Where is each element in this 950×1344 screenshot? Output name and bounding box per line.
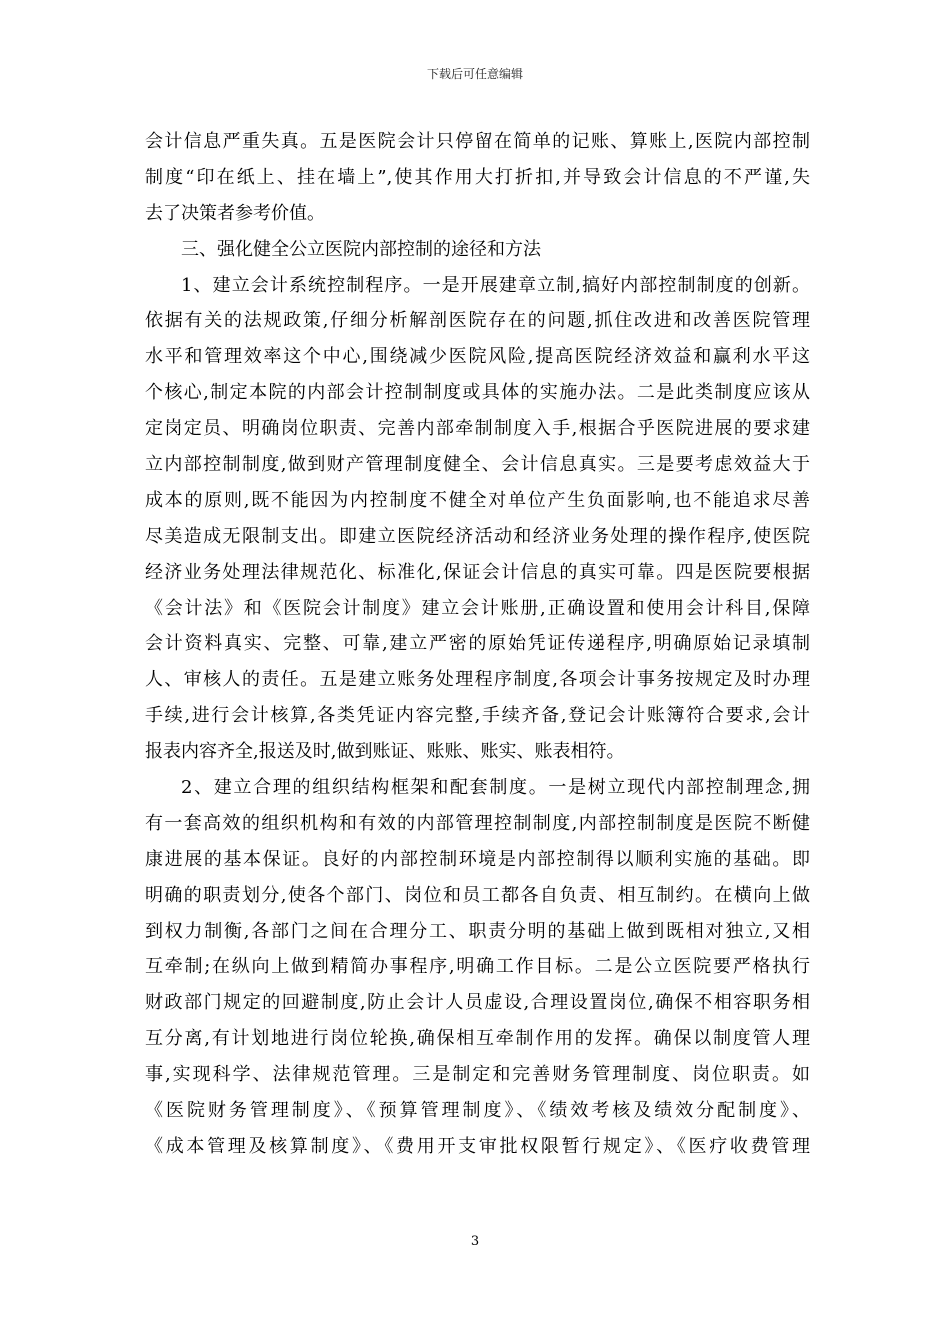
text-line: 立内部控制制度,做到财产管理制度健全、会计信息真实。三是要考虑效益大于 xyxy=(145,454,810,476)
text-line: 人、审核人的责任。五是建立账务处理程序制度,各项会计事务按规定及时办理 xyxy=(145,669,810,691)
text-line: 1、建立会计系统控制程序。一是开展建章立制,搞好内部控制制度的创新。 xyxy=(181,274,810,296)
section-heading: 三、强化健全公立医院内部控制的途径和方法 xyxy=(181,238,541,260)
text-line: 互分离,有计划地进行岗位轮换,确保相互牵制作用的发挥。确保以制度管人理 xyxy=(145,1028,810,1050)
text-line: 水平和管理效率这个中心,围绕减少医院风险,提高医院经济效益和赢利水平这 xyxy=(145,346,810,368)
text-line: 互牵制;在纵向上做到精简办事程序,明确工作目标。二是公立医院要严格执行 xyxy=(145,956,810,978)
text-line: 2、建立合理的组织结构框架和配套制度。一是树立现代内部控制理念,拥 xyxy=(181,777,810,799)
text-line: 定岗定员、明确岗位职责、完善内部牵制制度入手,根据合乎医院进展的要求建 xyxy=(145,418,810,440)
text-line: 经济业务处理法律规范化、标准化,保证会计信息的真实可靠。四是医院要根据 xyxy=(145,561,810,583)
text-line: 财政部门规定的回避制度,防止会计人员虚设,合理设置岗位,确保不相容职务相 xyxy=(145,992,810,1014)
text-line: 《医院财务管理制度》、《预算管理制度》、《绩效考核及绩效分配制度》、 xyxy=(145,1100,810,1122)
text-line: 事,实现科学、法律规范管理。三是制定和完善财务管理制度、岗位职责。如 xyxy=(145,1064,810,1086)
text-line: 成本的原则,既不能因为内控制度不健全对单位产生负面影响,也不能追求尽善 xyxy=(145,489,810,511)
text-line: 制度“印在纸上、挂在墙上”,使其作用大打折扣,并导致会计信息的不严谨,失 xyxy=(145,166,810,188)
text-line: 康进展的基本保证。良好的内部控制环境是内部控制得以顺利实施的基础。即 xyxy=(145,848,810,870)
text-line: 个核心,制定本院的内部会计控制制度或具体的实施办法。二是此类制度应该从 xyxy=(145,382,810,404)
page-number: 3 xyxy=(470,1234,480,1249)
text-line: 《会计法》和《医院会计制度》建立会计账册,正确设置和使用会计科目,保障 xyxy=(145,597,810,619)
text-line: 《成本管理及核算制度》、《费用开支审批权限暂行规定》、《医疗收费管理 xyxy=(145,1135,810,1157)
text-line: 会计信息严重失真。五是医院会计只停留在简单的记账、算账上,医院内部控制 xyxy=(145,131,810,152)
text-line: 手续,进行会计核算,各类凭证内容完整,手续齐备,登记会计账簿符合要求,会计 xyxy=(145,705,810,727)
text-line: 明确的职责划分,使各个部门、岗位和员工都各自负责、相互制约。在横向上做 xyxy=(145,884,810,906)
text-line: 去了决策者参考价值。 xyxy=(145,202,325,224)
page-header: 下载后可任意编辑 xyxy=(426,67,523,81)
text-line: 报表内容齐全,报送及时,做到账证、账账、账实、账表相符。 xyxy=(145,741,625,763)
text-line: 依据有关的法规政策,仔细分析解剖医院存在的问题,抓住改进和改善医院管理 xyxy=(145,310,810,332)
text-line: 尽美造成无限制支出。即建立医院经济活动和经济业务处理的操作程序,使医院 xyxy=(145,525,810,547)
text-line: 有一套高效的组织机构和有效的内部管理控制制度,内部控制制度是医院不断健 xyxy=(145,812,810,834)
text-line: 到权力制衡,各部门之间在合理分工、职责分明的基础上做到既相对独立,又相 xyxy=(145,920,810,942)
document-body xyxy=(145,124,810,1165)
text-line: 会计资料真实、完整、可靠,建立严密的原始凭证传递程序,明确原始记录填制 xyxy=(145,633,810,655)
